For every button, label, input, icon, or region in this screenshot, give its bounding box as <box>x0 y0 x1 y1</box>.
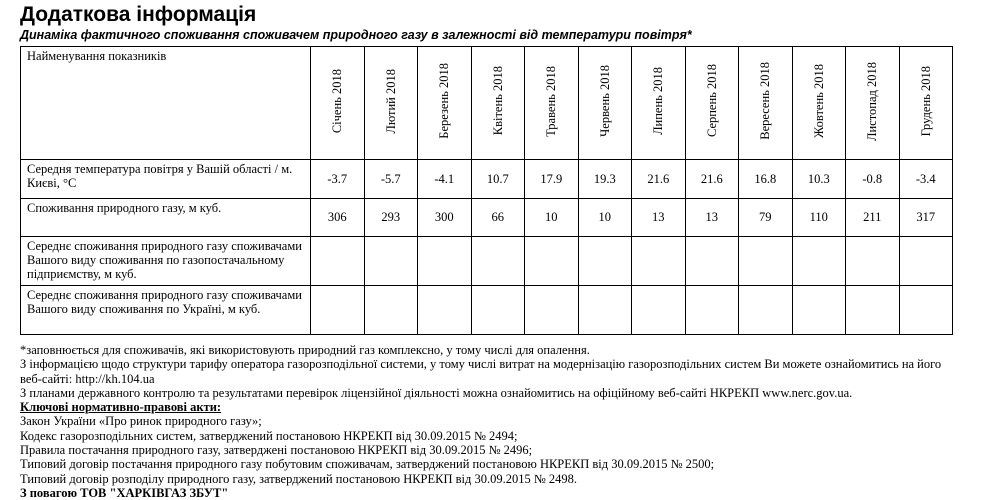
control-info: З планами державного контролю та результатами перевірок ліцензійної діяльності можна ознайомитись на офіційному веб-сайті НКРЕКП www.nerc.gov.ua. <box>20 385 853 400</box>
act-item: Правила постачання природного газу, затверджені постановою НКРЕКП від 30.09.2015 № 2496; <box>20 443 533 458</box>
table-cell <box>685 237 739 286</box>
month-header: Жовтень 2018 <box>792 47 846 160</box>
table-header-row <box>21 47 953 160</box>
table-cell <box>578 286 632 335</box>
table-cell: 66 <box>471 199 525 237</box>
table-cell: 21.6 <box>632 160 686 199</box>
month-header: Серпень 2018 <box>685 47 739 160</box>
footnote: *заповнюється для споживачів, які використовують природний газ комплексно, у тому числі для опалення. <box>20 343 590 357</box>
table-cell <box>685 286 739 335</box>
table-cell <box>792 286 846 335</box>
table-row-supplier-average <box>21 237 953 286</box>
table-cell <box>418 286 472 335</box>
tariff-info: З інформацією щодо структури тарифу оператора газорозподільної системи, у тому числі витрат на модернізацію газорозподільних систем Ви можете ознайомитись на його веб-сайті: http://kh.104.ua <box>20 357 942 386</box>
row-label: Середня температура повітря у Вашій області / м. Києві, °С <box>21 160 311 199</box>
table-row-consumption <box>21 199 953 237</box>
month-header: Липень 2018 <box>632 47 686 160</box>
table-row-temperature <box>21 160 953 199</box>
row-label: Середнє споживання природного газу споживачами Вашого виду споживання по газопостачальному підприємству, м куб. <box>21 237 311 286</box>
table-cell: 79 <box>739 199 793 237</box>
closing-signature: З повагою ТОВ "ХАРКІВГАЗ ЗБУТ" <box>20 485 229 500</box>
table-cell: 10.7 <box>471 160 525 199</box>
table-cell <box>311 286 365 335</box>
page-title: Додаткова інформація <box>20 3 257 26</box>
table-cell: 17.9 <box>525 160 579 199</box>
table-cell: -5.7 <box>364 160 418 199</box>
month-header: Вересень 2018 <box>739 47 793 160</box>
month-header: Квітень 2018 <box>471 47 525 160</box>
table-cell: 10.3 <box>792 160 846 199</box>
table-cell: -4.1 <box>418 160 472 199</box>
table-cell: 13 <box>685 199 739 237</box>
month-header: Листопад 2018 <box>846 47 900 160</box>
table-cell: 317 <box>899 199 953 237</box>
table-cell <box>525 286 579 335</box>
header-indicator-label: Найменування показників <box>21 47 311 160</box>
act-item: Типовий договір постачання природного газу побутовим споживачам, затверджений постановою НКРЕКП від 30.09.2015 № 2500; <box>20 457 715 472</box>
table-cell <box>525 237 579 286</box>
document-page <box>20 0 980 500</box>
table-cell <box>739 286 793 335</box>
table-cell <box>418 237 472 286</box>
table-cell: 306 <box>311 199 365 237</box>
month-header: Травень 2018 <box>525 47 579 160</box>
month-header: Грудень 2018 <box>899 47 953 160</box>
acts-heading: Ключові нормативно-правові акти: <box>20 400 222 415</box>
table-cell: 21.6 <box>685 160 739 199</box>
notes-section <box>20 343 960 500</box>
month-header: Січень 2018 <box>311 47 365 160</box>
table-cell: -3.7 <box>311 160 365 199</box>
table-cell <box>578 237 632 286</box>
table-cell <box>846 237 900 286</box>
table-cell: -3.4 <box>899 160 953 199</box>
table-cell: 16.8 <box>739 160 793 199</box>
table-cell: 10 <box>525 199 579 237</box>
table-cell: 19.3 <box>578 160 632 199</box>
month-header: Лютий 2018 <box>364 47 418 160</box>
table-cell <box>792 237 846 286</box>
table-cell: 110 <box>792 199 846 237</box>
month-header: Червень 2018 <box>578 47 632 160</box>
table-cell <box>899 286 953 335</box>
table-cell: 293 <box>364 199 418 237</box>
table-caption: Динаміка фактичного споживання споживачем природного газу в залежності від температури повітря* <box>20 28 692 42</box>
table-cell <box>632 286 686 335</box>
table-cell <box>471 237 525 286</box>
row-label: Середнє споживання природного газу споживачами Вашого виду споживання по Україні, м куб. <box>21 286 311 335</box>
table-cell <box>739 237 793 286</box>
table-cell: 13 <box>632 199 686 237</box>
act-item: Закон України «Про ринок природного газу»; <box>20 414 262 429</box>
table-cell: 211 <box>846 199 900 237</box>
table-cell: 300 <box>418 199 472 237</box>
table-cell <box>899 237 953 286</box>
consumption-table <box>20 46 953 335</box>
table-row-ukraine-average <box>21 286 953 335</box>
row-label: Споживання природного газу, м куб. <box>21 199 311 237</box>
table-cell <box>364 237 418 286</box>
act-item: Кодекс газорозподільних систем, затверджений постановою НКРЕКП від 30.09.2015 № 2494; <box>20 428 518 443</box>
table-cell <box>846 286 900 335</box>
table-cell: -0.8 <box>846 160 900 199</box>
table-cell <box>311 237 365 286</box>
table-cell <box>364 286 418 335</box>
table-cell <box>471 286 525 335</box>
month-header: Березень 2018 <box>418 47 472 160</box>
table-cell <box>632 237 686 286</box>
act-item: Типовий договір розподілу природного газу, затверджений постановою НКРЕКП від 30.09.2015 № 2498. <box>20 471 578 486</box>
table-cell: 10 <box>578 199 632 237</box>
